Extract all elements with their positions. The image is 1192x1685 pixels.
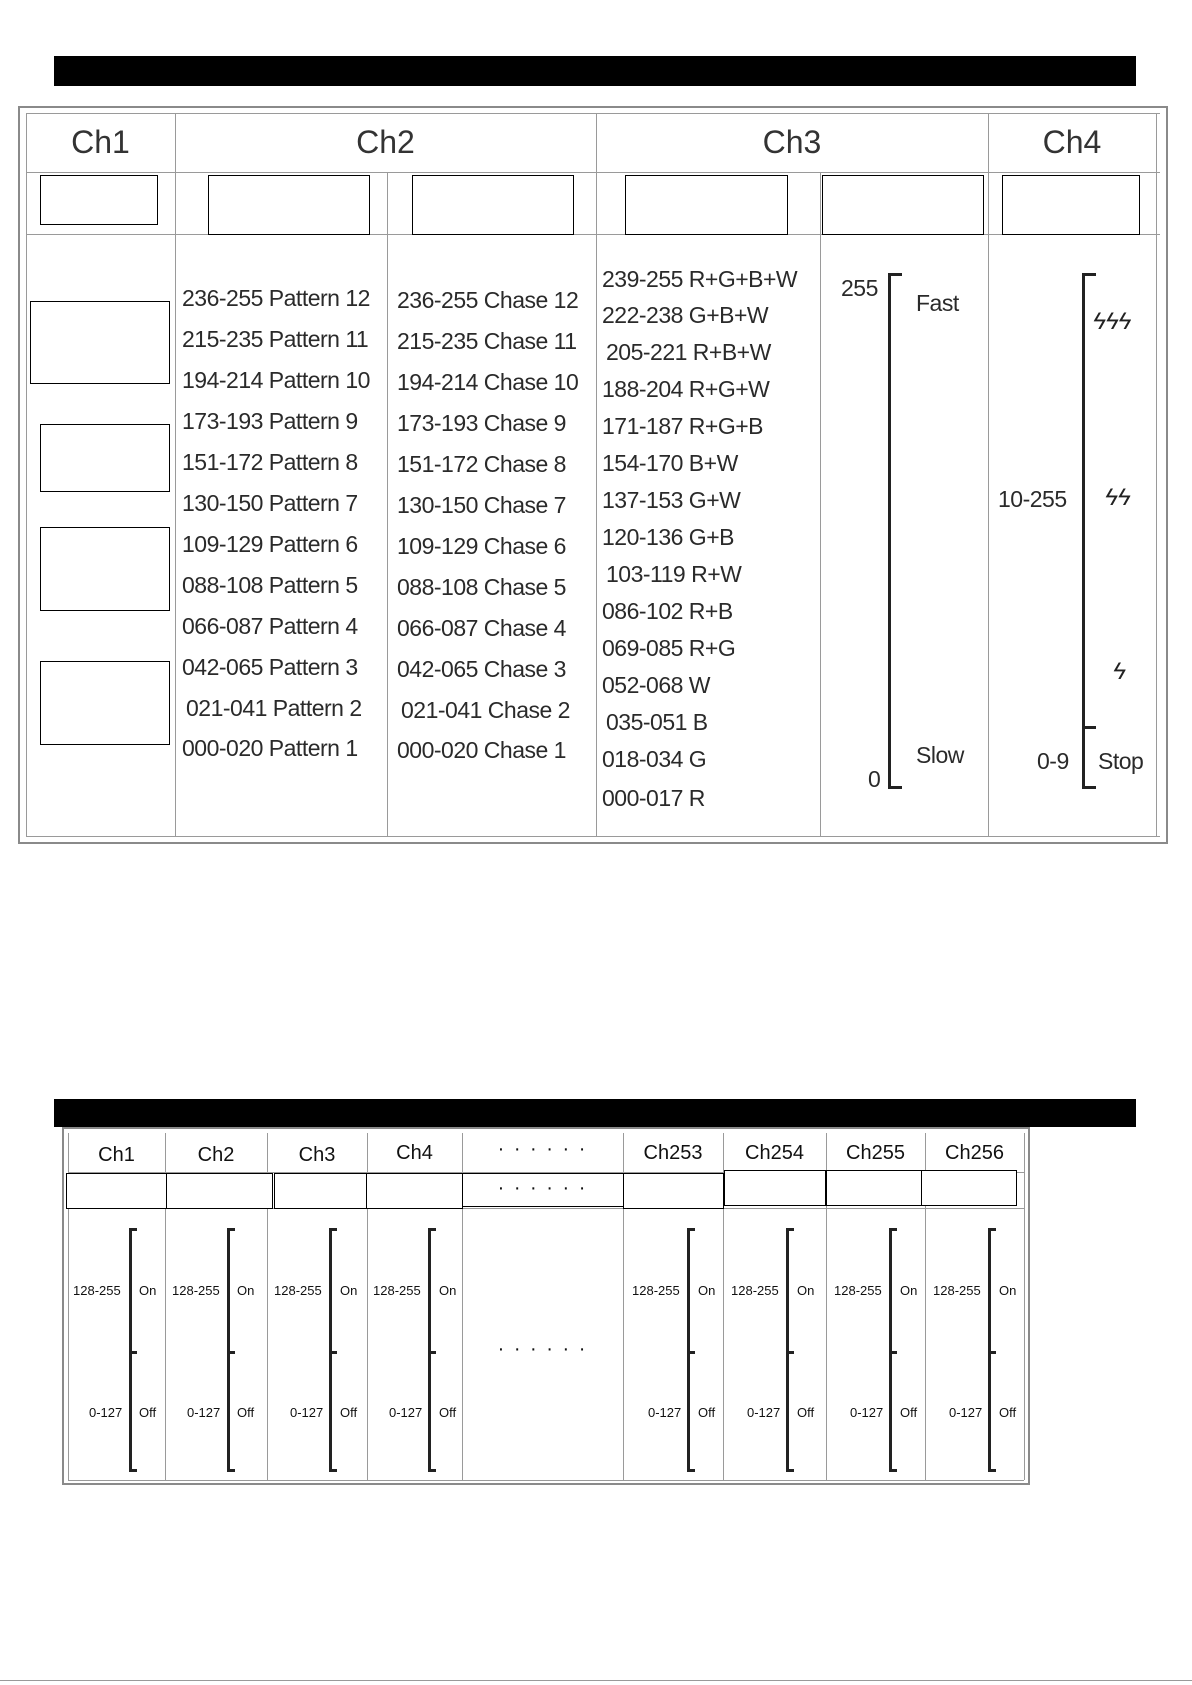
on-label: On — [900, 1283, 918, 1298]
pattern-row: 088-108 Pattern 5 — [182, 572, 358, 598]
color-row: 154-170 B+W — [602, 450, 738, 476]
onoff-bracket-mid — [227, 1351, 235, 1354]
col-divider — [596, 113, 597, 836]
section-bar-top — [54, 56, 1136, 86]
speed-bracket-bottom — [888, 786, 902, 789]
pattern-row: 215-235 Pattern 11 — [182, 326, 369, 352]
subheader-box — [40, 175, 158, 225]
onoff-bracket-mid — [129, 1351, 137, 1354]
on-range: 128-255 — [731, 1283, 779, 1298]
subheader-box — [166, 1173, 273, 1209]
off-range: 0-127 — [850, 1405, 884, 1420]
color-row: 103-119 R+W — [606, 561, 742, 587]
on-range: 128-255 — [172, 1283, 220, 1298]
subheader-box — [208, 175, 370, 235]
speed-fast-label: Fast — [916, 290, 959, 316]
ch1-function-box — [40, 424, 170, 492]
header-ch2: Ch2 — [356, 124, 415, 160]
on-range: 128-255 — [933, 1283, 981, 1298]
subheader-box — [66, 1173, 167, 1209]
onoff-bracket — [428, 1228, 431, 1472]
off-label: Off — [439, 1405, 457, 1420]
pattern-row: 109-129 Pattern 6 — [182, 531, 358, 557]
color-row: 018-034 G — [602, 746, 707, 772]
onoff-bracket-mid — [428, 1351, 436, 1354]
chase-row: 215-235 Chase 11 — [397, 328, 577, 354]
ch1-function-box — [40, 661, 170, 745]
pattern-row: 000-020 Pattern 1 — [182, 735, 358, 761]
color-row: 035-051 B — [606, 709, 708, 735]
table1-subheader-line — [26, 234, 1160, 235]
onoff-bracket-mid — [889, 1351, 897, 1354]
pattern-row: 194-214 Pattern 10 — [182, 367, 370, 393]
subheader-box — [826, 1170, 922, 1206]
onoff-bracket-top — [428, 1228, 436, 1231]
on-range: 128-255 — [73, 1283, 121, 1298]
header-ch255: Ch255 — [846, 1142, 905, 1164]
chase-row: 000-020 Chase 1 — [397, 737, 566, 763]
chase-row: 194-214 Chase 10 — [397, 369, 579, 395]
col-divider — [988, 113, 989, 836]
onoff-bracket-bottom — [428, 1469, 436, 1472]
onoff-bracket-mid — [329, 1351, 337, 1354]
subheader-box — [1002, 175, 1140, 235]
color-row: 171-187 R+G+B — [602, 413, 764, 439]
header-ch1: Ch1 — [71, 124, 130, 160]
pattern-row: 130-150 Pattern 7 — [182, 490, 358, 516]
onoff-bracket-bottom — [786, 1469, 794, 1472]
off-label: Off — [698, 1405, 716, 1420]
onoff-bracket-bottom — [687, 1469, 695, 1472]
strobe-bracket-mid — [1082, 726, 1096, 729]
onoff-bracket-top — [329, 1228, 337, 1231]
on-label: On — [139, 1283, 157, 1298]
speed-slow-label: Slow — [916, 742, 964, 768]
col-divider — [1024, 1133, 1025, 1480]
on-label: On — [237, 1283, 255, 1298]
chase-row: 088-108 Chase 5 — [397, 574, 566, 600]
off-range: 0-127 — [648, 1405, 682, 1420]
strobe-stop-range: 0-9 — [1037, 748, 1069, 774]
header-ch4: Ch4 — [1042, 124, 1102, 160]
header-ch2: Ch2 — [197, 1144, 235, 1166]
onoff-bracket — [988, 1228, 991, 1472]
ch1-function-box — [40, 527, 170, 611]
color-row: 205-221 R+B+W — [606, 339, 771, 365]
subheader-box — [274, 1173, 368, 1209]
speed-max-value: 255 — [841, 275, 878, 301]
on-label: On — [439, 1283, 457, 1298]
table1-top-line — [26, 113, 1160, 114]
off-label: Off — [900, 1405, 918, 1420]
footer-rule — [0, 1680, 1192, 1681]
color-row: 188-204 R+G+W — [602, 376, 770, 402]
off-label: Off — [340, 1405, 358, 1420]
ch1-function-box — [30, 301, 170, 384]
onoff-bracket-mid — [687, 1351, 695, 1354]
pattern-row: 066-087 Pattern 4 — [182, 613, 358, 639]
on-range: 128-255 — [834, 1283, 882, 1298]
on-label: On — [340, 1283, 358, 1298]
col-divider — [175, 113, 176, 836]
off-range: 0-127 — [949, 1405, 983, 1420]
onoff-bracket-mid — [786, 1351, 794, 1354]
strobe-slow-icon: ϟ — [1113, 658, 1126, 685]
color-row: 239-255 R+G+B+W — [602, 266, 798, 292]
off-range: 0-127 — [89, 1405, 123, 1420]
onoff-bracket — [889, 1228, 892, 1472]
color-row: 000-017 R — [602, 785, 705, 811]
onoff-bracket-top — [988, 1228, 996, 1231]
subheader-box — [625, 175, 788, 235]
off-range: 0-127 — [290, 1405, 324, 1420]
onoff-bracket-bottom — [988, 1469, 996, 1472]
color-row: 120-136 G+B — [602, 524, 734, 550]
onoff-bracket-top — [889, 1228, 897, 1231]
header-ellipsis: · · · · · · — [497, 1138, 588, 1160]
onoff-bracket-bottom — [129, 1469, 137, 1472]
section-bar-bottom — [54, 1099, 1136, 1127]
strobe-medium-icon: ϟϟ — [1105, 484, 1131, 511]
speed-bracket — [888, 273, 891, 789]
chase-row: 173-193 Chase 9 — [397, 410, 566, 436]
header-ch254: Ch254 — [745, 1142, 804, 1164]
color-row: 222-238 G+B+W — [602, 302, 769, 328]
onoff-bracket-top — [227, 1228, 235, 1231]
color-row: 052-068 W — [602, 672, 711, 698]
off-label: Off — [237, 1405, 255, 1420]
chase-row: 042-065 Chase 3 — [397, 656, 566, 682]
strobe-bracket-top — [1082, 273, 1096, 276]
off-label: Off — [999, 1405, 1017, 1420]
table1-left-line — [26, 113, 27, 836]
chase-row: 021-041 Chase 2 — [401, 697, 570, 723]
subheader-ellipsis: · · · · · · — [497, 1177, 588, 1199]
table1-bottom-line — [26, 836, 1160, 837]
col-divider — [820, 172, 821, 836]
subheader-box — [724, 1170, 826, 1206]
onoff-bracket-bottom — [329, 1469, 337, 1472]
header-ch4: Ch4 — [396, 1142, 433, 1164]
subheader-box — [623, 1173, 724, 1209]
table1-header-line — [26, 172, 1160, 173]
header-ch256: Ch256 — [945, 1142, 1004, 1164]
color-row: 137-153 G+W — [602, 487, 741, 513]
on-range: 128-255 — [632, 1283, 680, 1298]
pattern-row: 173-193 Pattern 9 — [182, 408, 358, 434]
chase-row: 236-255 Chase 12 — [397, 287, 579, 313]
onoff-bracket-bottom — [889, 1469, 897, 1472]
pattern-row: 236-255 Pattern 12 — [182, 285, 370, 311]
table1-right-line — [1156, 113, 1157, 836]
body-ellipsis: · · · · · · — [497, 1338, 588, 1360]
onoff-bracket-bottom — [227, 1469, 235, 1472]
on-label: On — [698, 1283, 716, 1298]
chase-row: 109-129 Chase 6 — [397, 533, 566, 559]
strobe-fast-icon: ϟϟϟ — [1093, 308, 1132, 335]
subheader-box — [366, 1173, 463, 1209]
onoff-bracket — [129, 1228, 132, 1472]
onoff-bracket-top — [129, 1228, 137, 1231]
off-range: 0-127 — [389, 1405, 423, 1420]
onoff-bracket-top — [786, 1228, 794, 1231]
on-label: On — [999, 1283, 1017, 1298]
off-label: Off — [797, 1405, 815, 1420]
chase-row: 130-150 Chase 7 — [397, 492, 566, 518]
strobe-bracket — [1082, 273, 1085, 789]
header-ch253: Ch253 — [643, 1142, 703, 1164]
strobe-bracket-bottom — [1082, 786, 1096, 789]
subheader-box — [412, 175, 574, 235]
speed-min-value: 0 — [868, 766, 881, 792]
off-range: 0-127 — [747, 1405, 781, 1420]
subheader-box — [822, 175, 984, 235]
onoff-bracket — [227, 1228, 230, 1472]
strobe-stop-label: Stop — [1098, 748, 1144, 774]
pattern-row: 042-065 Pattern 3 — [182, 654, 358, 680]
onoff-bracket — [329, 1228, 332, 1472]
color-row: 086-102 R+B — [602, 598, 733, 624]
on-label: On — [797, 1283, 815, 1298]
onoff-bracket — [687, 1228, 690, 1472]
chase-row: 066-087 Chase 4 — [397, 615, 566, 641]
speed-bracket-top — [888, 273, 902, 276]
header-ch3: Ch3 — [298, 1144, 336, 1166]
onoff-bracket-top — [687, 1228, 695, 1231]
off-label: Off — [139, 1405, 157, 1420]
strobe-range: 10-255 — [998, 486, 1067, 512]
onoff-bracket — [786, 1228, 789, 1472]
color-row: 069-085 R+G — [602, 635, 736, 661]
on-range: 128-255 — [274, 1283, 322, 1298]
header-ch1: Ch1 — [98, 1144, 135, 1166]
pattern-row: 021-041 Pattern 2 — [186, 695, 362, 721]
pattern-row: 151-172 Pattern 8 — [182, 449, 358, 475]
onoff-bracket-mid — [988, 1351, 996, 1354]
subheader-box — [921, 1170, 1017, 1206]
on-range: 128-255 — [373, 1283, 421, 1298]
off-range: 0-127 — [187, 1405, 221, 1420]
chase-row: 151-172 Chase 8 — [397, 451, 566, 477]
header-ch3: Ch3 — [762, 124, 822, 160]
col-divider — [387, 172, 388, 836]
table2-bottom-line — [68, 1480, 1024, 1481]
